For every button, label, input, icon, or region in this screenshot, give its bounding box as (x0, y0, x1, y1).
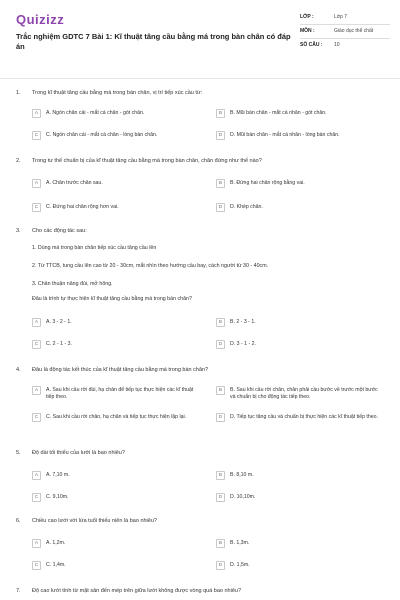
statement-2: 2. Từ TTCB, tung cầu lên cao từ 20 - 30cm, mắt nhìn theo hướng cầu bay, cách người từ 30 - 40cm. (32, 263, 269, 269)
question-5 (16, 450, 392, 506)
option-d[interactable] (216, 494, 386, 504)
option-letter: A (32, 386, 41, 395)
question-number: 5. (16, 450, 21, 456)
option-text: C. 2 - 1 - 3. (46, 341, 72, 347)
option-text: D. 10,10m. (230, 494, 256, 500)
option-text: C. Ngón chân cái - mắt cá chân - lòng bàn chân. (46, 132, 158, 138)
option-letter: C (32, 131, 41, 140)
question-text: Độ dài tối thiểu của lưới là bao nhiêu? (32, 450, 125, 456)
question-text: Cho các động tác sau: (32, 228, 87, 234)
question-text: Trong kĩ thuật tâng cầu bằng má trong bàn chân, vị trí tiếp xúc cầu từ: (32, 90, 203, 96)
option-a[interactable] (32, 180, 202, 190)
option-text: A. Chân trước chân sau. (46, 180, 103, 186)
question-7 (16, 588, 392, 598)
option-d[interactable] (216, 562, 386, 572)
quizizz-logo: Quizizz (16, 12, 65, 27)
option-letter: D (216, 340, 225, 349)
count-label: SỐ CÂU : (300, 42, 323, 48)
question-number: 4. (16, 367, 21, 373)
option-d[interactable] (216, 204, 386, 214)
option-b[interactable] (216, 180, 386, 190)
option-a[interactable] (32, 387, 202, 403)
option-text: D. 1,5m. (230, 562, 250, 568)
option-text: D. Mũi bàn chân - mắt cá nhân - lòng bàn chân. (230, 132, 340, 138)
option-letter: B (216, 318, 225, 327)
question-number: 7. (16, 588, 21, 594)
option-letter: A (32, 471, 41, 480)
option-text: C. 9,10m. (46, 494, 69, 500)
option-c[interactable] (32, 414, 202, 430)
option-letter: C (32, 413, 41, 422)
option-text: B. Mũi bàn chân - mắt cá nhân - gót chân. (230, 110, 327, 116)
worksheet-title: Trắc nghiệm GDTC 7 Bài 1: Kĩ thuật tâng cầu bằng má trong bàn chân có đáp án (16, 32, 291, 51)
question-text: Chiều cao lưới với lứa tuổi thiếu niên là bao nhiêu? (32, 518, 157, 524)
option-b[interactable] (216, 110, 386, 120)
question-text: Độ cao lưới tính từ mặt sân đến mép trên giữa lưới không được vòng quá bao nhiêu? (32, 588, 242, 594)
option-d[interactable] (216, 341, 386, 351)
subject-value: Giáo dục thể chất (334, 28, 374, 34)
question-4 (16, 367, 392, 437)
statement-1: 1. Dùng má trong bàn chân tiếp xúc cầu tâng cầu lên (32, 245, 157, 251)
worksheet-header (0, 0, 400, 76)
option-letter: A (32, 539, 41, 548)
option-a[interactable] (32, 472, 202, 482)
option-text: A. Ngón chân cái - mắt cá chân - gót chân. (46, 110, 145, 116)
option-a[interactable] (32, 110, 202, 120)
option-letter: B (216, 179, 225, 188)
option-letter: C (32, 493, 41, 502)
option-d[interactable] (216, 414, 386, 430)
option-letter: B (216, 539, 225, 548)
question-number: 2. (16, 158, 21, 164)
question-number: 3. (16, 228, 21, 234)
option-letter: A (32, 109, 41, 118)
option-text: A. 7,10 m. (46, 472, 70, 478)
question-number: 1. (16, 90, 21, 96)
option-letter: A (32, 318, 41, 327)
class-label: LỚP : (300, 14, 314, 20)
sub-question: Đâu là trình tự thực hiện kĩ thuật tâng cầu bằng má trong bàn chân? (32, 296, 192, 302)
option-b[interactable] (216, 540, 386, 550)
option-a[interactable] (32, 319, 202, 329)
option-letter: D (216, 131, 225, 140)
option-c[interactable] (32, 341, 202, 351)
option-text: B. Sau khi cầu rời chân, chân phải cầu bước về trước một bước và chuẩn bị cho động tác tiếp theo. (230, 387, 378, 400)
option-letter: D (216, 203, 225, 212)
subject-label: MÔN : (300, 28, 315, 34)
option-text: B. 1,3m. (230, 540, 250, 546)
meta-subject (300, 28, 390, 39)
option-letter: D (216, 493, 225, 502)
option-b[interactable] (216, 387, 386, 403)
option-letter: C (32, 340, 41, 349)
question-6 (16, 518, 392, 574)
option-text: D. 3 - 1 - 2. (230, 341, 256, 347)
option-text: A. 3 - 2 - 1. (46, 319, 72, 325)
count-value: 10 (334, 42, 340, 48)
option-text: D. Tiếp tục tâng cầu và chuẩn bị thực hiện các kĩ thuật tiếp theo. (230, 414, 378, 420)
option-c[interactable] (32, 132, 202, 142)
option-text: A. Sau khi cầu rời đùi, hạ chân để tiếp tục thực hiện các kĩ thuật tiếp theo. (46, 387, 194, 400)
option-letter: C (32, 561, 41, 570)
option-text: C. Đứng hai chân rộng hơn vai. (46, 204, 119, 210)
meta-class (300, 14, 390, 25)
option-text: B. 8,10 m. (230, 472, 254, 478)
option-text: C. Sau khi cầu rời chân, hạ chân và tiếp tục thực hiện lặp lại. (46, 414, 187, 420)
option-letter: A (32, 179, 41, 188)
question-text: Đâu là động tác kết thúc của kĩ thuật tâng cầu bằng má trong bàn chân? (32, 367, 209, 373)
option-text: D. Khép chân. (230, 204, 263, 210)
option-text: A. 1,2m. (46, 540, 66, 546)
option-a[interactable] (32, 540, 202, 550)
option-c[interactable] (32, 204, 202, 214)
class-value: Lớp 7 (334, 14, 348, 20)
option-letter: D (216, 561, 225, 570)
question-3 (16, 228, 392, 354)
option-c[interactable] (32, 562, 202, 572)
option-d[interactable] (216, 132, 386, 142)
option-letter: C (32, 203, 41, 212)
option-c[interactable] (32, 494, 202, 504)
option-letter: D (216, 413, 225, 422)
meta-info (300, 14, 390, 52)
header-divider (0, 78, 400, 79)
question-2 (16, 158, 392, 218)
question-text: Trong tư thế chuẩn bị của kĩ thuật tâng cầu bằng má trong bàn chân, chân đứng như thế nào? (32, 158, 262, 164)
statement-3: 3. Chân thuận nâng đùi, mở hông. (32, 281, 113, 287)
option-letter: B (216, 471, 225, 480)
option-text: B. 2 - 3 - 1. (230, 319, 256, 325)
option-b[interactable] (216, 472, 386, 482)
question-number: 6. (16, 518, 21, 524)
option-b[interactable] (216, 319, 386, 329)
option-letter: B (216, 109, 225, 118)
option-letter: B (216, 386, 225, 395)
option-text: C. 1,4m. (46, 562, 66, 568)
question-1 (16, 90, 392, 150)
option-text: B. Đứng hai chân rộng bằng vai. (230, 180, 305, 186)
meta-count (300, 42, 390, 49)
